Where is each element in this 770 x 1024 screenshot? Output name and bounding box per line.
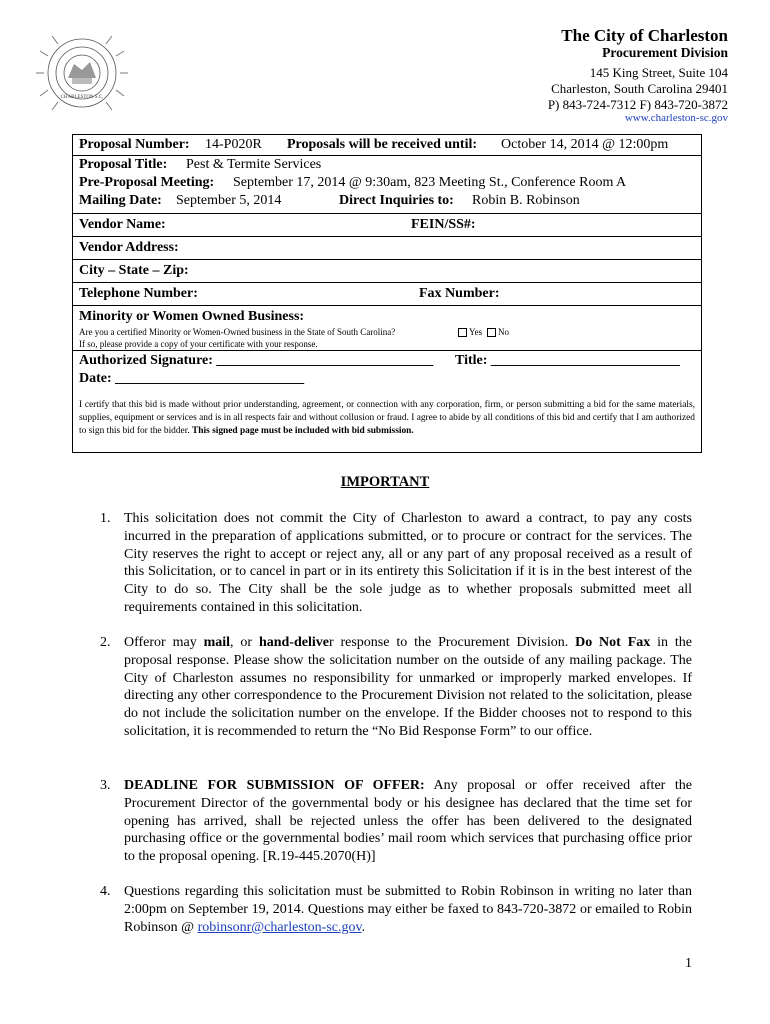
- item-2-part-b: , or: [230, 635, 259, 650]
- minority-business-label: Minority or Women Owned Business:: [79, 309, 305, 324]
- address-line-1: 145 King Street, Suite 104: [589, 65, 728, 80]
- yes-label: Yes: [469, 327, 483, 337]
- item-2-part-a: Offeror may: [124, 635, 204, 650]
- proposal-number-label: Proposal Number:: [79, 137, 190, 152]
- item-1-number: 1.: [100, 511, 111, 526]
- yes-checkbox[interactable]: [458, 328, 467, 337]
- city-seal-logo: [34, 26, 130, 118]
- fein-label: FEIN/SS#:: [411, 217, 476, 232]
- certification-text: [79, 399, 695, 437]
- direct-inquiries-value: Robin B. Robinson: [472, 193, 580, 208]
- preproposal-label: Pre-Proposal Meeting:: [79, 175, 215, 190]
- item-4-end: .: [361, 919, 366, 935]
- received-until-value: October 14, 2014 @ 12:00pm: [501, 137, 669, 152]
- item-2-number: 2.: [100, 635, 111, 650]
- item-3-deadline-heading: DEADLINE FOR SUBMISSION OF OFFER:: [124, 778, 425, 793]
- no-option[interactable]: [487, 327, 509, 337]
- yes-option[interactable]: [458, 327, 482, 337]
- item-2-text: [124, 634, 692, 741]
- certification-statement: I certify that this bid is made without prior understanding, agreement, or connection with any corporation, firm, or person submitting a bid for the same materials, supplies, equipment or services and is in all respects fair and without collusion or fraud. I agree to abide by all conditions of this bid and certify that I am authorized to sign this bid for the bidder.: [79, 400, 695, 436]
- item-4-number: 4.: [100, 884, 111, 899]
- proposal-number-value: 14-P020R: [205, 137, 262, 152]
- item-2-mail: mail: [203, 635, 231, 650]
- mailing-date-label: Mailing Date:: [79, 193, 162, 208]
- preproposal-value: September 17, 2014 @ 9:30am, 823 Meeting St., Conference Room A: [233, 175, 627, 190]
- page-number: 1: [685, 956, 692, 971]
- phone-fax-line: P) 843-724-7312 F) 843-720-3872: [547, 97, 728, 112]
- item-2-part-d: in the proposal response. Please show the solicitation number on the outside of any mailing package. The City of Charleston assumes no responsibility for unmarked or improperly marked envelopes. If directing any other correspondence to the Procurement Division not related to the solicitation, please do not include the solicitation number on the envelope. If the Bidder chooses not to respond to this solicitation, it is recommended to return the “No Bid Response Form” to our office.: [124, 635, 692, 739]
- item-3-number: 3.: [100, 778, 111, 793]
- item-3-body: Any proposal or offer received after the Procurement Director of the governmental body or his designee has declared that the time set for opening has arrived, shall be rejected unless the offer has been delivered to the designated purchasing office or the governmental bodies’ mail room which services that purchasing office prior to the proposal opening. [R.19-445.2070(H)]: [124, 778, 692, 865]
- no-label: No: [498, 327, 509, 337]
- proposal-info-form: [72, 134, 702, 453]
- city-title: The City of Charleston: [561, 26, 728, 45]
- item-2-do-not-fax: Do Not Fax: [575, 635, 651, 650]
- title-field[interactable]: Title: ___________________________: [455, 353, 680, 368]
- item-4-text: [124, 883, 692, 936]
- telephone-label: Telephone Number:: [79, 286, 198, 301]
- mailing-date-value: September 5, 2014: [176, 193, 282, 208]
- item-3-text: [124, 777, 692, 866]
- contact-email-link[interactable]: robinsonr@charleston-sc.gov: [197, 919, 362, 935]
- vendor-address-label: Vendor Address:: [79, 240, 179, 255]
- svg-text:CHARLESTON S.C.: CHARLESTON S.C.: [60, 95, 104, 100]
- fax-label: Fax Number:: [419, 286, 500, 301]
- minority-note: If so, please provide a copy of your certificate with your response.: [79, 339, 318, 349]
- authorized-signature-field[interactable]: Authorized Signature: _______________________________: [79, 353, 434, 368]
- direct-inquiries-label: Direct Inquiries to:: [339, 193, 454, 208]
- received-until-label: Proposals will be received until:: [287, 137, 478, 152]
- proposal-title-label: Proposal Title:: [79, 157, 168, 172]
- minority-question: Are you a certified Minority or Women-Owned business in the State of South Carolina?: [79, 327, 396, 337]
- website-link[interactable]: www.charleston-sc.gov: [624, 112, 728, 124]
- city-state-zip-label: City – State – Zip:: [79, 263, 189, 278]
- proposal-title-value: Pest & Termite Services: [186, 157, 322, 172]
- item-4-body: Questions regarding this solicitation must be submitted to Robin Robinson in writing no later than 2:00pm on September 19, 2014. Questions may either be faxed to 843-720-3872 or emailed to Robin Robinson @: [124, 884, 692, 935]
- item-2-part-c: r response to the Procurement Division.: [328, 635, 576, 650]
- address-line-2: Charleston, South Carolina 29401: [551, 81, 728, 96]
- item-2-hand-deliver: hand-delive: [258, 635, 329, 650]
- date-field[interactable]: Date: ___________________________: [79, 371, 305, 386]
- certification-requirement: This signed page must be included with bid submission.: [192, 425, 414, 436]
- division-name: Procurement Division: [602, 45, 728, 60]
- important-heading: IMPORTANT: [340, 474, 430, 490]
- no-checkbox[interactable]: [487, 328, 496, 337]
- vendor-name-label: Vendor Name:: [79, 217, 166, 232]
- item-1-text: This solicitation does not commit the City of Charleston to award a contract, to pay any costs incurred in the preparation of applications submitted, or to procure or contract for the services. The City reserves the right to accept or reject any, all or any part of any proposal received as a result of this Solicitation, or to cancel in part or in its entirety this Solicitation if it is in the best interest of the City to do so. The City shall be the sole judge as to whether proposals submitted meet all requirements contained in this solicitation.: [124, 511, 692, 615]
